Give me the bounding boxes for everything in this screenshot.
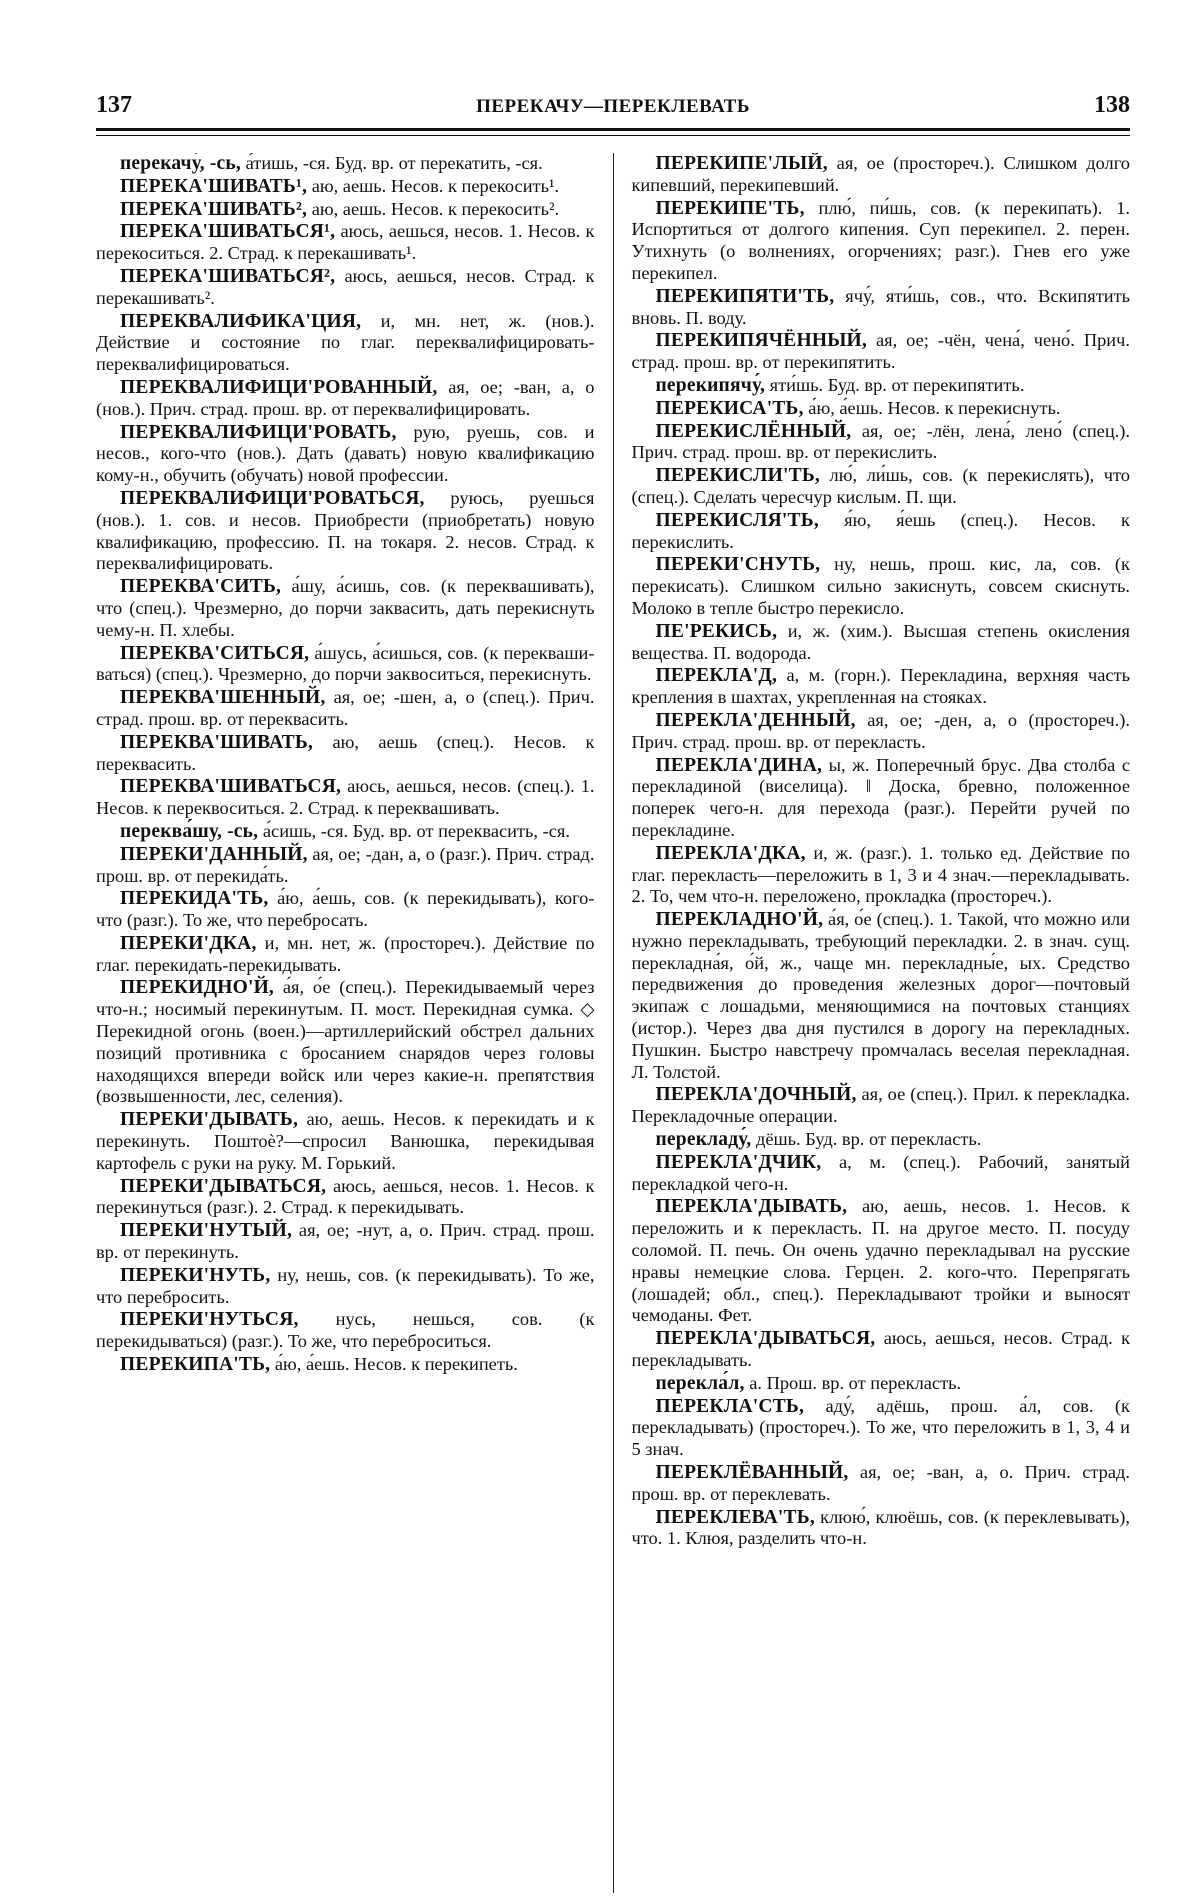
- entry-definition: а́шу, а́сишь, сов. (к переквашивать), что (спец.). Чрезмерно, до порчи заквасить, дать перекиснуть чему-н. П. хлебы.: [96, 576, 595, 640]
- dictionary-entry: [632, 375, 1131, 397]
- dictionary-entry: [96, 977, 595, 1108]
- entry-headword: ПЕРЕКИ'ДАННЫЙ,: [120, 843, 308, 865]
- entry-headword: перекачу́, -сь,: [120, 153, 241, 174]
- entry-definition: я́ю, я́ешь (спец.). Несов. к перекислить.: [631, 509, 1130, 552]
- page-header: [96, 88, 1130, 131]
- entry-headword: ПЕРЕКВАЛИФИЦИ'РОВАТЬ,: [120, 421, 397, 443]
- entry-headword: ПЕРЕКЛА'ДЫВАТЬСЯ,: [655, 1328, 876, 1350]
- entry-definition: нусь, нешься, сов. (к перекидываться) (разг.). То же, что переброситься.: [96, 1309, 595, 1352]
- entry-definition: ая, ое (простореч.). Слишком долго кипевший, перекипевший.: [631, 153, 1130, 195]
- entry-headword: переква́шу, -сь,: [120, 820, 259, 842]
- entry-definition: а. Прош. вр. от переклaсть.: [749, 1372, 962, 1393]
- entry-headword: ПЕРЕКИ'СНУТЬ,: [655, 554, 821, 576]
- entry-headword: ПЕРЕКВА'ШЕННЫЙ,: [120, 687, 326, 709]
- page-number-left: 137: [96, 92, 132, 118]
- entry-headword: ПЕРЕКИДА'ТЬ,: [120, 888, 269, 910]
- entry-definition: ая, ое; -ван, а, о (нов.). Прич. страд. прош. вр. от переквалифицировать.: [96, 376, 595, 419]
- dictionary-entry: [632, 198, 1131, 285]
- dictionary-entry: [96, 221, 595, 265]
- entry-definition: ая, ое; -чён, чена́, чено́. Прич. страд. прош. вр. от перекипятить.: [631, 330, 1130, 373]
- entry-definition: аду́, адёшь, прош. а́л, сов. (к перекладывать) (простореч.). То же, что переложить в 1, 3, 4 и 5 знач.: [631, 1395, 1130, 1460]
- entry-definition: ая, ое; -ден, а, о (простореч.). Прич. страд. прош. вр. от переклaсть.: [631, 709, 1130, 752]
- dictionary-entry: [96, 1176, 595, 1220]
- dictionary-entry: [96, 1309, 595, 1353]
- entry-definition: ну, нешь, сов. (к перекидывать). То же, что перебросить.: [96, 1264, 595, 1307]
- dictionary-entry: [96, 844, 595, 888]
- dictionary-entry: [632, 330, 1131, 374]
- entry-headword: ПЕРЕКА'ШИВАТЬСЯ¹,: [120, 221, 336, 243]
- entry-definition: аюсь, аешься, несов. 1. Несов. к перекинуться (разг.). 2. Страд. к перекидывать.: [96, 1175, 595, 1218]
- dictionary-entry: [632, 1152, 1131, 1196]
- dictionary-entry: [96, 311, 595, 376]
- entry-headword: ПЕРЕКИ'ДЫВАТЬ,: [120, 1109, 299, 1131]
- left-column: [96, 153, 613, 1893]
- entry-headword: ПЕРЕКА'ШИВАТЬ²,: [120, 198, 308, 220]
- entry-headword: перекла́л,: [655, 1372, 745, 1394]
- entry-headword: ПЕРЕКЛА'ДЧИК,: [655, 1151, 822, 1173]
- entry-definition: ну, нешь, прош. кис, ла, сов. (к перекисать). Слишком сильно закиснуть, совсем скиснуть. Молоко в тепле быстро перекисло.: [631, 554, 1130, 618]
- entry-headword: ПЕРЕКВА'ШИВАТЬ,: [120, 731, 314, 753]
- entry-definition: аю, аешь (спец.). Несов. к переквасить.: [96, 731, 595, 774]
- entry-headword: ПЕРЕКИ'НУТЬСЯ,: [120, 1309, 299, 1331]
- entry-definition: рую, руешь, сов. и несов., кого-что (нов.). Дать (давать) новую квалификацию кому-н., обучить (обучать) новой профессии.: [96, 421, 595, 486]
- entry-headword: ПЕРЕКЛЁВАННЫЙ,: [655, 1462, 849, 1484]
- dictionary-entry: [96, 732, 595, 776]
- entry-headword: ПЕРЕКИДНО'Й,: [120, 977, 275, 999]
- entry-definition: ая, ое; -лён, лена́, лено́ (спец.). Прич. страд. прош. вр. от перекислить.: [631, 420, 1130, 463]
- dictionary-entry: [96, 643, 595, 687]
- entry-definition: аю, аешь. Несов. к перекосить².: [311, 198, 560, 219]
- entry-headword: ПЕРЕКИСЛЯ'ТЬ,: [655, 509, 819, 531]
- dictionary-entry: [632, 710, 1131, 754]
- entry-definition: ы, ж. Поперечный брус. Два столба с перекладиной (виселица). ‖ Доска, бревно, положенное поперек чего-н. для перехода (разг.). Перейти ручей по перекладине.: [631, 754, 1130, 840]
- entry-definition: ячу́, яти́шь, сов., что. Вскипятить вновь. П. воду.: [631, 285, 1130, 328]
- entry-definition: аюсь, аешься, несов. 1. Несов. к перекоситься. 2. Страд. к перекашивать¹.: [96, 221, 595, 264]
- entry-headword: ПЕРЕКЛА'ДЕННЫЙ,: [655, 709, 856, 731]
- dictionary-entry: [632, 1129, 1131, 1151]
- entry-headword: ПЕРЕКИПА'ТЬ,: [120, 1354, 271, 1376]
- entry-headword: ПЕРЕКВА'СИТЬСЯ,: [120, 642, 310, 664]
- entry-headword: ПЕРЕКЛА'ДОЧНЫЙ,: [655, 1084, 857, 1106]
- dictionary-entry: [96, 576, 595, 641]
- entry-headword: ПЕРЕКЛА'Д,: [655, 665, 778, 687]
- entry-definition: аю, аешь, несов. 1. Несов. к переложить и к переклaсть. П. на другое место. П. посуду соломой. П. печь. Он очень удачно перекладывал на русские нравы немецкие слова. Герцен. 2. кого-что. Перепрягать (лошадей; обл., спец.). Перекладывают тройки и выносят чемоданы. Фет.: [631, 1196, 1130, 1326]
- dictionary-entry: [96, 888, 595, 932]
- entry-definition: ая, ое; -нут, а, о. Прич. страд. прош. вр. от перекинуть.: [96, 1220, 595, 1263]
- entry-definition: и, ж. (хим.). Высшая степень окисления вещества. П. водорода.: [631, 620, 1130, 663]
- entry-headword: ПЕРЕКЛЕВА'ТЬ,: [655, 1506, 815, 1528]
- entry-definition: ая, ое; -ван, а, о. Прич. страд. прош. вр. от переклевать.: [631, 1462, 1130, 1504]
- entry-definition: дёшь. Буд. вр. от переклaсть.: [755, 1129, 982, 1150]
- dictionary-entry: [96, 687, 595, 731]
- dictionary-entry: [632, 1328, 1131, 1372]
- dictionary-entry: [632, 1396, 1131, 1461]
- running-head: ПЕРЕКАЧУ—ПЕРЕКЛЕВАТЬ: [476, 96, 750, 117]
- entry-definition: яти́шь. Буд. вр. от перекипятить.: [769, 374, 1025, 395]
- entry-headword: ПЕРЕКВАЛИФИКА'ЦИЯ,: [120, 310, 362, 332]
- dictionary-entry: [632, 755, 1131, 842]
- entry-headword: ПЕРЕКВАЛИФИЦИ'РОВАННЫЙ,: [120, 376, 438, 398]
- dictionary-entry: [632, 621, 1131, 665]
- dictionary-entry: [632, 465, 1131, 509]
- dictionary-entry: [632, 1196, 1131, 1327]
- entry-headword: ПЕРЕКЛА'ДЫВАТЬ,: [655, 1196, 848, 1218]
- entry-definition: а́ю, а́ешь. Несов. к перекипеть.: [274, 1354, 518, 1375]
- entry-definition: руюсь, руешься (нов.). 1. сов. и несов. Приобрести (приобретать) новую квалификацию, профессию. П. на токаря. 2. несов. Страд. к переквалифицировать.: [96, 487, 595, 574]
- entry-headword: ПЕРЕКИСА'ТЬ,: [655, 397, 804, 419]
- dictionary-entry: [632, 153, 1131, 197]
- entry-definition: и, мн. нет, ж. (нов.). Действие и состояние по глаг. переквалифицировать-переквалифицироваться.: [96, 310, 595, 375]
- entry-headword: ПЕРЕКИПЕ'ЛЫЙ,: [655, 153, 828, 174]
- entry-definition: аюсь, аешься, несов. Страд. к перекладывать.: [631, 1328, 1130, 1371]
- dictionary-entry: [96, 176, 595, 198]
- dictionary-entry: [632, 665, 1131, 709]
- text-columns: [96, 153, 1130, 1893]
- dictionary-entry: [632, 1462, 1131, 1506]
- right-column: [613, 153, 1131, 1893]
- entry-headword: ПЕРЕКЛА'ДИНА,: [655, 754, 823, 776]
- entry-headword: ПЕРЕКЛАДНО'Й,: [655, 909, 824, 931]
- dictionary-entry: [96, 377, 595, 421]
- entry-definition: плю́, пи́шь, сов. (к перекипать). 1. Испортиться от долгого кипения. Суп перекипел. 2. перен. Утихнуть (о волнениях, огорчениях; разг.). Гнев его уже перекипел.: [631, 197, 1130, 283]
- entry-headword: ПЕРЕКВАЛИФИЦИ'РОВАТЬСЯ,: [120, 487, 425, 509]
- entry-headword: ПЕРЕКИ'ДКА,: [120, 932, 257, 954]
- dictionary-entry: [96, 199, 595, 221]
- entry-definition: а, м. (спец.). Рабочий, занятый перекладкой чего-н.: [631, 1151, 1130, 1194]
- dictionary-entry: [96, 422, 595, 487]
- dictionary-entry: [96, 266, 595, 310]
- entry-definition: аю, аешь. Несов. к перекидать и к перекинуть. Поштоè?—спросил Ванюшка, перекидывая картофель с руки на руку. М. Горький.: [96, 1109, 595, 1173]
- dictionary-entry: [96, 821, 595, 843]
- dictionary-entry: [632, 510, 1131, 554]
- entry-headword: ПЕРЕКИСЛИ'ТЬ,: [655, 465, 820, 487]
- entry-definition: аюсь, аешься, несов. Страд. к перекашивать².: [96, 265, 595, 308]
- entry-headword: ПЕРЕКВА'СИТЬ,: [120, 576, 282, 598]
- dictionary-entry: [96, 1354, 595, 1376]
- dictionary-entry: [96, 1220, 595, 1264]
- dictionary-entry: [96, 1109, 595, 1174]
- dictionary-entry: [632, 286, 1131, 330]
- entry-definition: а́шусь, а́сишься, сов. (к переквашиваться) (спец.). Чрезмерно, до порчи заквоситься, перекиснуть.: [96, 642, 595, 685]
- dictionary-entry: [632, 1084, 1131, 1128]
- entry-definition: а́я, о́е (спец.). Перекидываемый через что-н.; носимый перекинутым. П. мост. Перекидная сумка. ◇ Перекидной огонь (воен.)—артиллерийский обстрел дальних позиций противника с бросанием снарядов через головы находящихся впереди войск или через какие-н. препятствия (возвышенности, лес, селения).: [96, 977, 595, 1107]
- entry-definition: а́я, о́е (спец.). 1. Такой, что можно или нужно перекладывать, требующий перекладки. 2. в знач. сущ. перекладна́я, о́й, ж., чаще мн. перекладны́е, ых. Средство передвижения до проведения железных дорог—почтовый экипаж с лошадьми, меняющимися на почтовых станциях (истор.). Через два дня пустился в дорогу на перекладных. Пушкин. Быстро навстречу промчалась веселая перекладная. Л. Толстой.: [631, 909, 1130, 1082]
- entry-headword: перекладу́,: [655, 1129, 752, 1151]
- entry-definition: ая, ое; -дан, а, о (разг.). Прич. страд. прош. вр. от перекида́ть.: [96, 843, 595, 886]
- entry-headword: ПЕРЕКИ'ДЫВАТЬСЯ,: [120, 1175, 327, 1197]
- entry-definition: аюсь, аешься, несов. (спец.). 1. Несов. к переквоситься. 2. Страд. к переквашивать.: [96, 776, 595, 819]
- entry-definition: а́ю, а́ешь, сов. (к перекидывать), кого-что (разг.). То же, что перебросать.: [96, 888, 595, 931]
- entry-headword: ПЕРЕКИПЯТИ'ТЬ,: [655, 285, 835, 307]
- entry-definition: а́тишь, -ся. Буд. вр. от перекатить, -ся.: [245, 153, 543, 173]
- entry-definition: лю́, ли́шь, сов. (к перекислять), что (спец.). Сделать чересчур кислым. П. щи.: [631, 465, 1130, 507]
- entry-headword: ПЕРЕКЛА'СТЬ,: [655, 1395, 805, 1417]
- entry-definition: ая, ое; -шен, а, о (спец.). Прич. страд. прош. вр. от переквасить.: [96, 687, 595, 729]
- entry-headword: ПЕРЕКИПЕ'ТЬ,: [655, 197, 805, 219]
- entry-headword: ПЕРЕКЛА'ДКА,: [655, 842, 806, 864]
- entry-headword: ПЕ'РЕКИСЬ,: [655, 620, 778, 642]
- entry-headword: ПЕРЕКИ'НУТЫЙ,: [120, 1220, 293, 1242]
- entry-headword: ПЕРЕКВА'ШИВАТЬСЯ,: [120, 776, 342, 798]
- entry-definition: и, ж. (разг.). 1. только ед. Действие по глаг. переклaсть—переложить в 1, 3 и 4 знач.—перекладывать. 2. То, чем что-н. переложено, прокладка (простореч.).: [631, 842, 1130, 907]
- dictionary-entry: [632, 554, 1131, 619]
- entry-headword: ПЕРЕКИСЛЁННЫЙ,: [655, 420, 852, 442]
- dictionary-entry: [632, 1507, 1131, 1551]
- dictionary-entry: [96, 1265, 595, 1309]
- dictionary-entry: [632, 421, 1131, 465]
- entry-definition: а́ю, а́ешь. Несов. к перекиснуть.: [808, 397, 1061, 418]
- dictionary-entry: [632, 909, 1131, 1083]
- entry-definition: и, мн. нет, ж. (простореч.). Действие по глаг. перекидать-перекидывать.: [96, 932, 595, 975]
- entry-headword: перекипячу́,: [655, 374, 766, 396]
- entry-definition: ая, ое (спец.). Прил. к перекладка. Перекладочные операции.: [631, 1084, 1130, 1127]
- dictionary-entry: [632, 398, 1131, 420]
- page-number-right: 138: [1094, 92, 1130, 118]
- entry-headword: ПЕРЕКИПЯЧЁННЫЙ,: [655, 330, 867, 352]
- dictionary-entry: [632, 843, 1131, 908]
- entry-definition: а, м. (горн.). Перекладина, верхняя часть крепления в шахтах, укрепленная на стояках.: [631, 665, 1130, 708]
- entry-definition: клюю́, клюёшь, сов. (к переклевывать), что. 1. Клюя, разделить что-н.: [631, 1506, 1130, 1549]
- entry-headword: ПЕРЕКА'ШИВАТЬСЯ²,: [120, 265, 336, 287]
- dictionary-entry: [96, 153, 595, 175]
- dictionary-entry: [96, 933, 595, 977]
- entry-headword: ПЕРЕКА'ШИВАТЬ¹,: [120, 175, 308, 197]
- entry-headword: ПЕРЕКИ'НУТЬ,: [120, 1264, 271, 1286]
- dictionary-entry: [96, 488, 595, 575]
- dictionary-entry: [96, 776, 595, 820]
- dictionary-entry: [632, 1373, 1131, 1395]
- entry-definition: аю, аешь. Несов. к перекосить¹.: [311, 175, 560, 196]
- entry-definition: а́сишь, -ся. Буд. вр. от переквасить, -ся.: [262, 820, 570, 841]
